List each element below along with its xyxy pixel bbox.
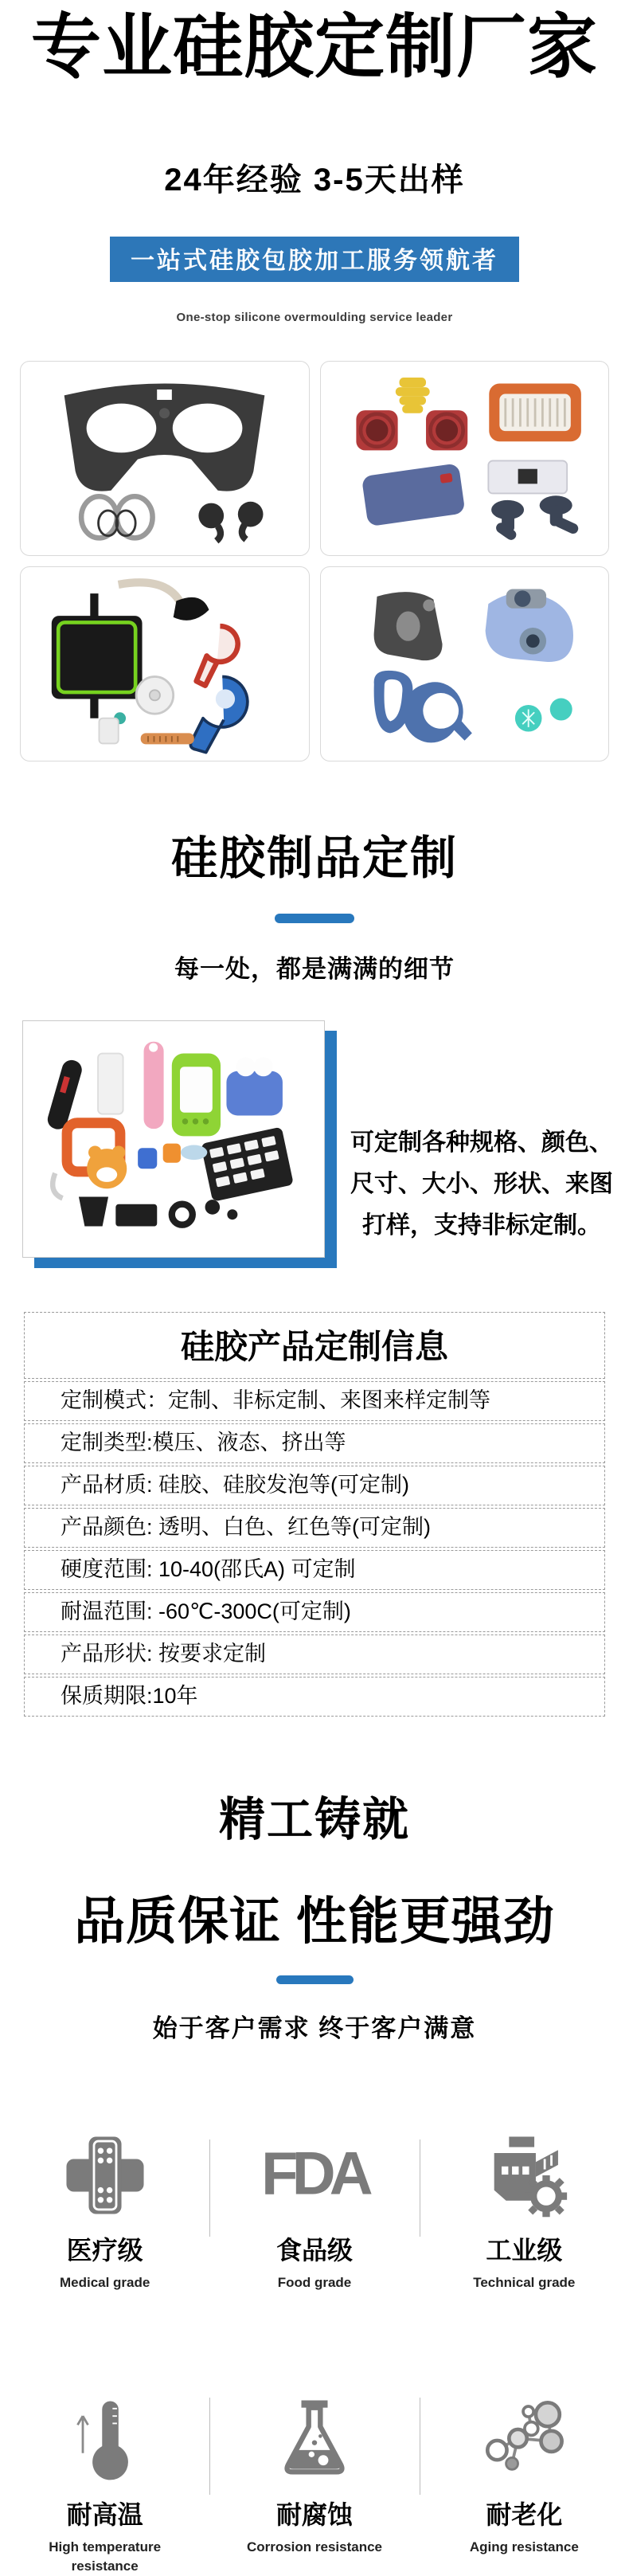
gear-shape (525, 2175, 567, 2217)
feature-label-en: Aging resistance (469, 2539, 579, 2554)
machine-gear-icon (420, 2128, 629, 2222)
hero-section (0, 0, 629, 324)
feature-label: 工业级 (486, 2235, 563, 2265)
info-row-material: 产品材质: 硅胶、硅胶发泡等(可定制) (24, 1466, 605, 1505)
flask-icon (209, 2393, 419, 2487)
accent-underline (276, 1975, 354, 1984)
feature-high-temperature (0, 2393, 209, 2576)
product-photo-grid (20, 361, 609, 761)
feature-label: 食品级 (275, 2235, 353, 2265)
feature-label-en: Technical grade (473, 2274, 576, 2290)
hero-banner-english: One-stop silicone overmoulding service leader (176, 310, 453, 324)
page-title: 专业硅胶定制厂家 (30, 7, 598, 86)
feature-label: 耐高温 (66, 2500, 143, 2529)
feature-label-en: High temperature resistance (49, 2539, 162, 2574)
info-row-custom-mode: 定制模式：定制、非标定制、来图来样定制等 (24, 1381, 605, 1421)
hero-banner: 一站式硅胶包胶加工服务领航者 (110, 237, 519, 282)
features-row-grades (0, 2128, 629, 2292)
silicone-products-photo (22, 1020, 325, 1258)
bellows-cases-valves-illustration (326, 367, 603, 549)
info-row-custom-type: 定制类型:模压、液态、挤出等 (24, 1423, 605, 1463)
molecule-icon (420, 2393, 629, 2487)
feature-label: 耐老化 (486, 2500, 563, 2529)
feature-label-en: Medical grade (59, 2274, 150, 2290)
hero-subtitle: 24年经验 3-5天出样 (164, 162, 465, 198)
feature-medical-grade (0, 2128, 209, 2292)
product-info-table (0, 1312, 629, 1717)
feature-food-grade (209, 2128, 419, 2292)
silicone-products-collage-illustration (32, 1028, 314, 1250)
feature-corrosion (209, 2393, 419, 2576)
custom-section-title: 硅胶制品定制 (170, 832, 458, 884)
vr-gasket-earbuds-illustration (26, 367, 303, 549)
custom-media-row (0, 1020, 629, 1274)
info-row-shape: 产品形状: 按要求定制 (24, 1634, 605, 1674)
product-photo-vr-gasket-earbuds (20, 361, 310, 556)
custom-section (0, 820, 629, 1274)
info-row-color: 产品颜色: 透明、白色、红色等(可定制) (24, 1508, 605, 1548)
fda-logo-text: FDA (261, 2139, 368, 2208)
feature-label: 医疗级 (66, 2235, 143, 2265)
feature-aging (420, 2393, 629, 2576)
feature-label-en: Corrosion resistance (246, 2539, 383, 2554)
product-photo-bellows-cases-valves (320, 361, 610, 556)
column-divider (209, 2398, 210, 2495)
feature-label: 耐腐蚀 (275, 2500, 353, 2529)
accent-underline (275, 914, 354, 923)
bandaid-cross-icon (0, 2128, 209, 2222)
column-divider (209, 2139, 210, 2237)
thermometer-icon (0, 2393, 209, 2487)
quality-subtitle: 始于客户需求 终于客户满意 (152, 2014, 477, 2042)
info-row-hardness: 硬度范围: 10-40(邵氏A) 可定制 (24, 1550, 605, 1590)
respirator-masks-illustration (326, 573, 603, 754)
info-row-warranty: 保质期限:10年 (24, 1677, 605, 1717)
feature-technical-grade (420, 2128, 629, 2292)
box-pull-tools-illustration (26, 573, 303, 754)
features-row-resistance (0, 2393, 629, 2576)
quality-title-line1: 精工铸就 (218, 1793, 410, 1846)
feature-label-en: Food grade (277, 2274, 352, 2290)
product-photo-respirator-masks (320, 566, 610, 761)
info-row-temperature: 耐温范围: -60℃-300C(可定制) (24, 1592, 605, 1632)
custom-section-subtitle: 每一处，都是满满的细节 (174, 954, 455, 983)
quality-title-line2: 品质保证 性能更强劲 (74, 1892, 555, 1950)
info-table-title: 硅胶产品定制信息 (24, 1312, 605, 1379)
fda-logo-icon (209, 2128, 419, 2222)
product-photo-box-pull-tools (20, 566, 310, 761)
quality-section (0, 1782, 629, 2044)
custom-description: 可定制各种规格、颜色、尺寸、大小、形状、来图打样，支持非标定制。 (350, 1129, 613, 1239)
